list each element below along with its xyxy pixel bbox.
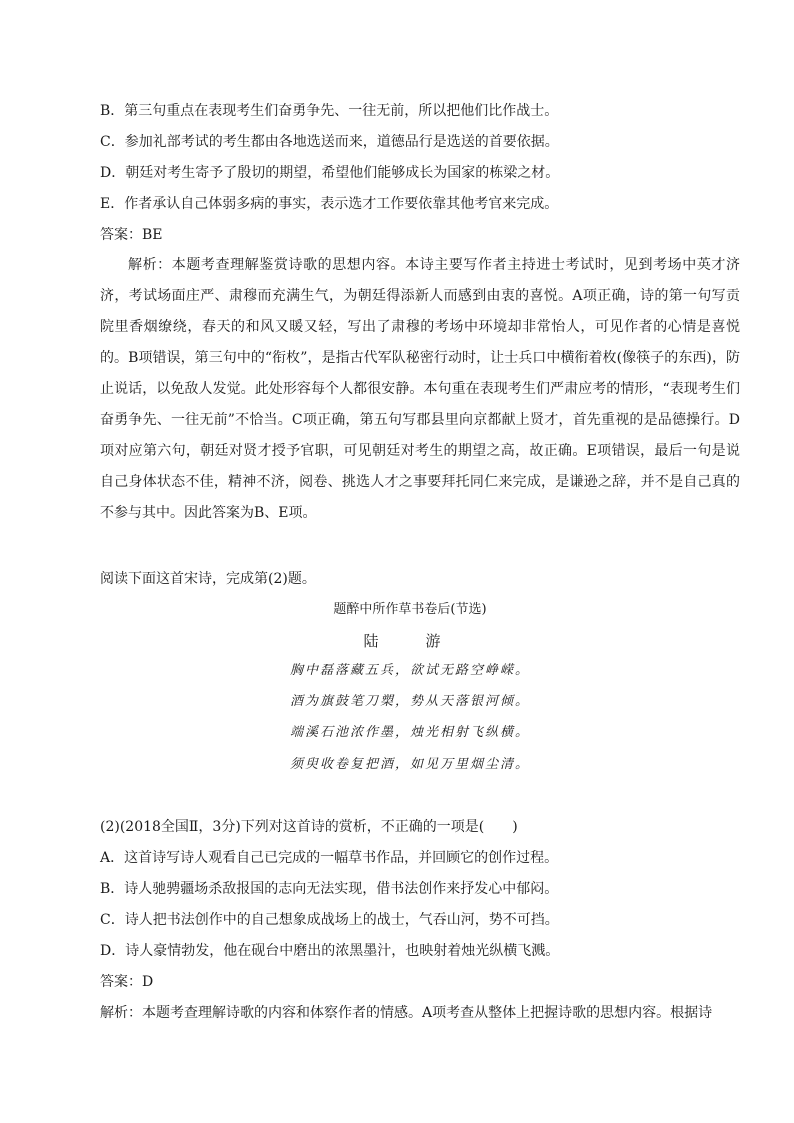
option-e: E．作者承认自己体弱多病的事实，表示选才工作要依靠其他考官来完成。 [100, 196, 559, 212]
question-2: (2)(2018全国Ⅱ，3分)下列对这首诗的赏析，不正确的一项是( ) [100, 819, 518, 835]
poem-line-4: 须臾收卷复把酒，如见万里烟尘清。 [289, 757, 530, 772]
poem-author: 陆 游 [363, 632, 457, 650]
analysis-1: 解析：本题考查理解鉴赏诗歌的思想内容。本诗主要写作者主持进士考试时，见到考场中英才济济，考试场面庄严、肃穆而充满生气，为朝廷得添新人而感到由衷的喜悦。A项正确，诗的第一句写贡院里香烟缭绕，春天的和风又暖又轻，写出了肃穆的考场中环境却非常怡人，可见作者的心情是喜悦的。B项错误，第三句中的“衔枚”，是指古代军队秘密行动时，让士兵口中横衔着枚(像筷子的东西)，防止说话，以免敌人发觉。此处形容每个人都很安静。本句重在表现考生们严肃应考的情形，“表现考生们奋勇争先、一往无前”不恰当。C项正确，第五句写郡县里向京都献上贤才，首先重视的是品德操行。D项对应第六句，朝廷对贤才授予官职，可见朝廷对考生的期望之高，故正确。E项错误，最后一句是说自己身体状态不佳，精神不济，阅卷、挑选人才之事要拜托同仁来完成，是谦逊之辞，并不是自己真的不参与其中。因此答案为B、E项。 [100, 257, 740, 521]
option-d2: D．诗人豪情勃发，他在砚台中磨出的浓黑墨汁，也映射着烛光纵横飞溅。 [100, 943, 560, 959]
option-a2: A．这首诗写诗人观看自己已完成的一幅草书作品，并回顾它的创作过程。 [100, 850, 559, 866]
poem-line-2: 酒为旗鼓笔刀槊，势从天落银河倾。 [289, 694, 530, 709]
option-b2: B．诗人驰骋疆场杀敌报国的志向无法实现，借书法创作来抒发心中郁闷。 [100, 881, 559, 897]
poem-line-1: 胸中磊落藏五兵，欲试无路空峥嵘。 [289, 663, 530, 678]
option-d: D．朝廷对考生寄予了殷切的期望，希望他们能够成长为国家的栋梁之材。 [100, 165, 560, 181]
answer-1: 答案：BE [100, 227, 163, 243]
poem-title: 题醉中所作草书卷后(节选) [333, 602, 487, 617]
reading-intro: 阅读下面这首宋诗，完成第(2)题。 [100, 571, 316, 587]
option-c: C．参加礼部考试的考生都由各地选送而来，道德品行是选送的首要依据。 [100, 134, 559, 150]
answer-2: 答案：D [100, 974, 154, 990]
analysis-2: 解析：本题考查理解诗歌的内容和体察作者的情感。A项考查从整体上把握诗歌的思想内容。根据诗 [100, 1005, 713, 1021]
option-c2: C．诗人把书法创作中的自己想象成战场上的战士，气吞山河，势不可挡。 [100, 912, 559, 928]
poem-line-3: 端溪石池浓作墨，烛光相射飞纵横。 [289, 725, 530, 740]
option-b: B．第三句重点在表现考生们奋勇争先、一往无前，所以把他们比作战士。 [100, 103, 559, 119]
